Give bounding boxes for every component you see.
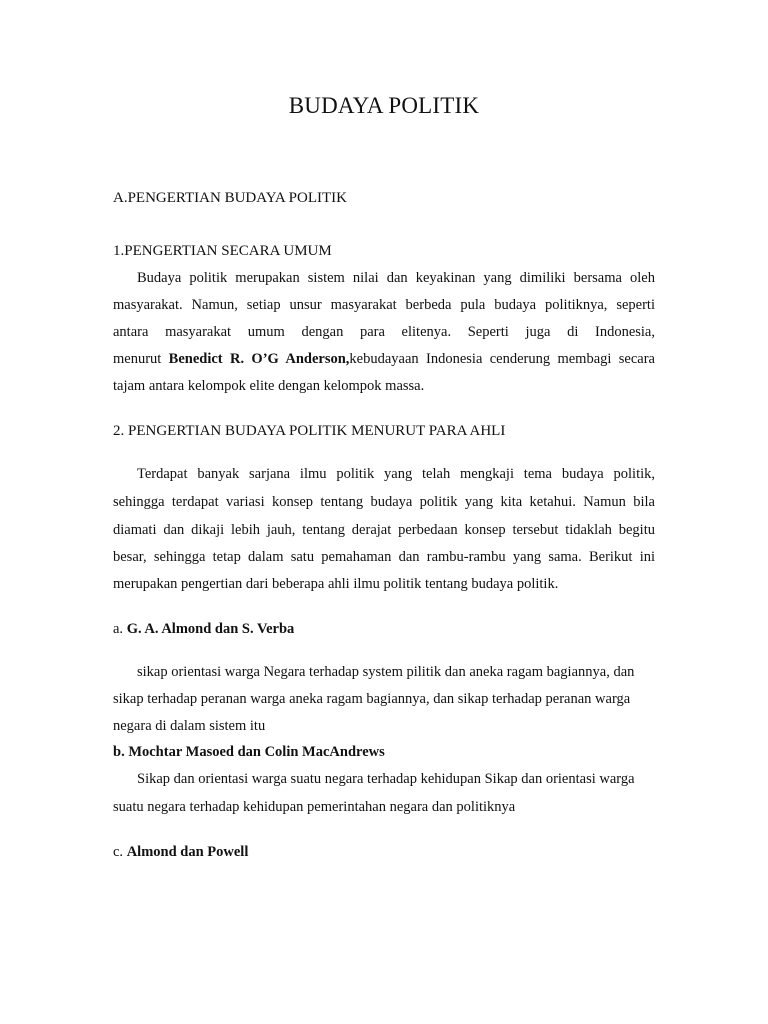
item-b-line: Sikap dan orientasi warga suatu negara terhadap kehidupan Sikap dan orientasi warga <box>137 771 635 787</box>
item-label: a. <box>113 621 127 637</box>
item-name: Almond dan Powell <box>126 844 249 860</box>
section-1-line <box>113 351 655 368</box>
section-2-line: sehingga terdapat variasi konsep tentang budaya politik yang kita ketahui. Namun bila <box>113 494 655 510</box>
item-a-line: sikap terhadap peranan warga aneka ragam bagiannya, dan sikap terhadap peranan warga <box>113 691 631 707</box>
item-a-heading <box>113 621 294 638</box>
item-b-heading: b. Mochtar Masoed dan Colin MacAndrews <box>113 744 385 760</box>
text-fragment: menurut <box>113 351 169 367</box>
text-fragment: kebudayaan Indonesia cenderung membagi secara <box>349 351 655 367</box>
item-a-line: negara di dalam sistem itu <box>113 718 266 734</box>
item-a-line: sikap orientasi warga Negara terhadap system pilitik dan aneka ragam bagiannya, dan <box>137 664 635 680</box>
page-title: BUDAYA POLITIK <box>288 93 480 118</box>
section-1-line: antara masyarakat umum dengan para elitenya. Seperti juga di Indonesia, <box>113 324 655 340</box>
section-2-heading: 2. PENGERTIAN BUDAYA POLITIK MENURUT PARA AHLI <box>113 423 506 439</box>
section-1-line: masyarakat. Namun, setiap unsur masyarakat berbeda pula budaya politiknya, seperti <box>113 297 655 313</box>
item-label: c. <box>113 844 127 860</box>
item-c-heading <box>113 844 248 861</box>
section-a-heading: A.PENGERTIAN BUDAYA POLITIK <box>113 190 347 206</box>
author-name: Benedict R. O’G Anderson, <box>168 351 350 367</box>
section-1-heading: 1.PENGERTIAN SECARA UMUM <box>113 243 332 259</box>
section-1-line: Budaya politik merupakan sistem nilai dan keyakinan yang dimiliki bersama oleh <box>137 270 655 286</box>
section-2-line: Terdapat banyak sarjana ilmu politik yang telah mengkaji tema budaya politik, <box>137 466 655 482</box>
section-2-line: diamati dan dikaji lebih jauh, tentang derajat perbedaan konsep tersebut tidaklah begitu <box>113 522 655 538</box>
section-1-line: tajam antara kelompok elite dengan kelompok massa. <box>113 378 425 394</box>
item-name: G. A. Almond dan S. Verba <box>126 621 295 637</box>
section-2-line: besar, sehingga tetap dalam satu pemahaman dan rambu-rambu yang sama. Berikut ini <box>113 549 655 565</box>
item-b-line: suatu negara terhadap kehidupan pemerintahan negara dan politiknya <box>113 799 516 815</box>
section-2-line: merupakan pengertian dari beberapa ahli ilmu politik tentang budaya politik. <box>113 576 559 592</box>
